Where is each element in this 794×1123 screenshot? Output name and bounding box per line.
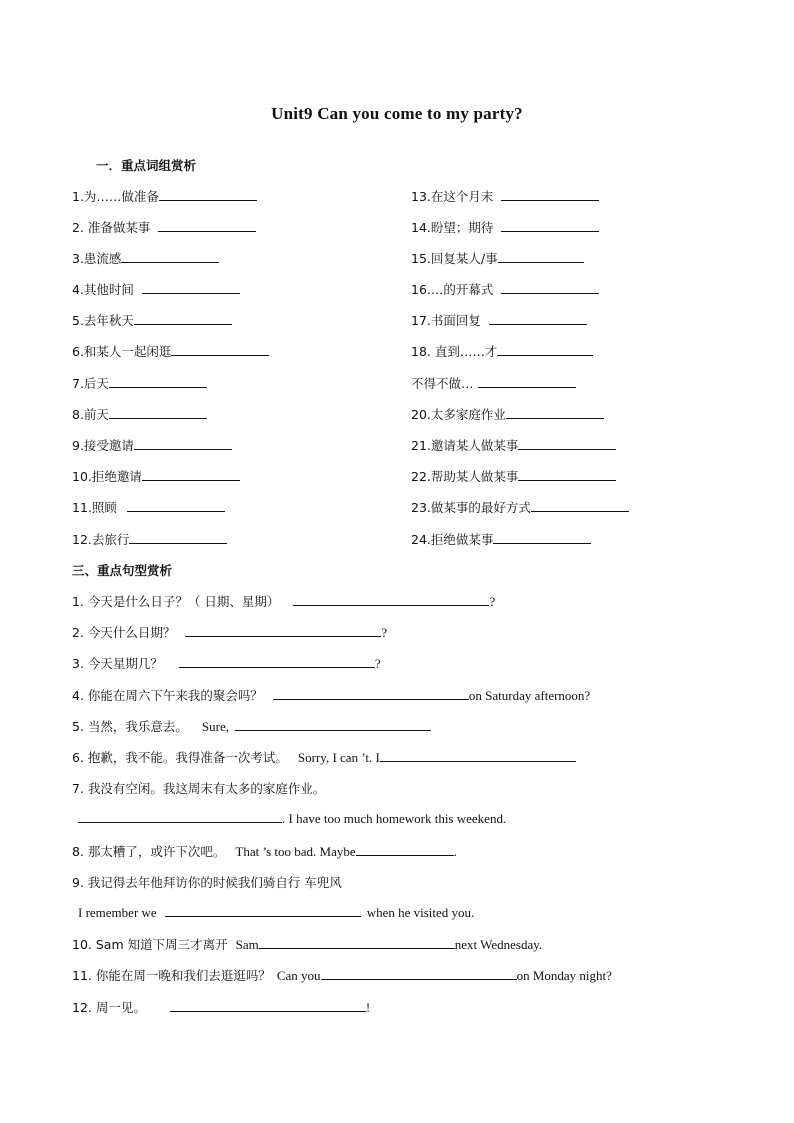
sentence-item: 12. 周一见。 !: [72, 1000, 371, 1015]
sentence-item: 5. 当然，我乐意去。 Sure,: [72, 717, 431, 735]
answer-blank[interactable]: [179, 655, 375, 668]
answer-blank[interactable]: [321, 967, 517, 980]
vocab-item: 13.在这个月末: [411, 187, 599, 205]
sentence-item: I remember we when he visited you.: [78, 905, 475, 920]
vocab-item: 24.拒绝做某事: [411, 530, 591, 548]
vocab-item: 23.做某事的最好方式: [411, 498, 629, 516]
vocab-item: 17.书面回复: [411, 311, 587, 329]
vocab-item: 11.照顾: [72, 498, 225, 516]
answer-blank[interactable]: [158, 219, 256, 232]
answer-blank[interactable]: [493, 531, 591, 544]
answer-blank[interactable]: [127, 499, 225, 512]
sentence-item: 9. 我记得去年他拜访你的时候我们骑自行 车兜风: [72, 875, 342, 890]
answer-blank[interactable]: [142, 468, 240, 481]
sentence-item: 6. 抱歉，我不能。我得准备一次考试。 Sorry, I can ’t. I: [72, 748, 576, 766]
answer-blank[interactable]: [518, 437, 616, 450]
vocab-item: 21.邀请某人做某事: [411, 436, 616, 454]
answer-blank[interactable]: [501, 219, 599, 232]
answer-blank[interactable]: [235, 718, 431, 731]
sentence-item: 8. 那太糟了，或许下次吧。 That ’s too bad. Maybe .: [72, 844, 457, 859]
page-title: Unit9 Can you come to my party?: [271, 104, 523, 123]
vocab-item: 20.太多家庭作业: [411, 405, 604, 423]
answer-blank[interactable]: [489, 312, 587, 325]
answer-blank[interactable]: [293, 593, 489, 606]
answer-blank[interactable]: [501, 188, 599, 201]
answer-blank[interactable]: [506, 406, 604, 419]
answer-blank[interactable]: [497, 343, 593, 356]
sentence-item: 11. 你能在周一晚和我们去逛逛吗？ Can you on Monday night?: [72, 968, 612, 983]
sentence-item: 1. 今天是什么日子？（ 日期、星期） ?: [72, 594, 496, 609]
answer-blank[interactable]: [142, 281, 240, 294]
answer-blank[interactable]: [159, 188, 257, 201]
answer-blank[interactable]: [531, 499, 629, 512]
vocab-item: 9.接受邀请: [72, 436, 232, 454]
answer-blank[interactable]: [518, 468, 616, 481]
vocab-item: 5.去年秋天: [72, 311, 232, 329]
vocab-item: 15.回复某人/事: [411, 249, 584, 267]
vocab-item: 1.为……做准备: [72, 187, 257, 205]
answer-blank[interactable]: [109, 406, 207, 419]
answer-blank[interactable]: [129, 531, 227, 544]
sentence-item: 10. Sam 知道下周三才离开 Sam next Wednesday.: [72, 937, 543, 952]
sentence-item: 3. 今天星期几？ ?: [72, 656, 381, 671]
vocab-item: 22.帮助某人做某事: [411, 467, 616, 485]
answer-blank[interactable]: [498, 250, 584, 263]
answer-blank[interactable]: [165, 904, 361, 917]
answer-blank[interactable]: [134, 437, 232, 450]
sentence-item: 2. 今天什么日期？ ?: [72, 625, 388, 640]
answer-blank[interactable]: [171, 343, 269, 356]
section-heading-sentences: 三、重点句型赏析: [72, 563, 173, 578]
answer-blank[interactable]: [273, 687, 469, 700]
vocab-item: 14.盼望；期待: [411, 218, 599, 236]
vocab-item: 7.后天: [72, 374, 207, 392]
answer-blank[interactable]: [134, 312, 232, 325]
vocab-item: 6.和某人一起闲逛: [72, 342, 269, 360]
answer-blank[interactable]: [501, 281, 599, 294]
answer-blank[interactable]: [78, 810, 282, 823]
answer-blank[interactable]: [356, 843, 454, 856]
answer-blank[interactable]: [121, 250, 219, 263]
sentence-item: 7. 我没有空闲。我这周末有太多的家庭作业。: [72, 781, 326, 796]
vocab-item: 3.患流感: [72, 249, 219, 267]
vocab-item: 12.去旅行: [72, 530, 227, 548]
answer-blank[interactable]: [478, 375, 576, 388]
answer-blank[interactable]: [185, 624, 381, 637]
vocab-item: 10.拒绝邀请: [72, 467, 240, 485]
vocab-item: 2. 准备做某事: [72, 218, 256, 236]
vocab-item: 18. 直到……才: [411, 342, 593, 360]
vocab-item: 不得不做…: [411, 374, 576, 392]
sentence-item: . I have too much homework this weekend.: [78, 810, 506, 827]
vocab-item: 16.…的开幕式: [411, 280, 599, 298]
section-heading-phrases: 一．重点词组赏析: [96, 158, 197, 173]
answer-blank[interactable]: [109, 375, 207, 388]
vocab-item: 4.其他时间: [72, 280, 240, 298]
answer-blank[interactable]: [380, 749, 576, 762]
sentence-item: 4. 你能在周六下午来我的聚会吗？ on Saturday afternoon?: [72, 688, 591, 703]
vocab-item: 8.前天: [72, 405, 207, 423]
answer-blank[interactable]: [170, 999, 366, 1012]
answer-blank[interactable]: [259, 936, 455, 949]
